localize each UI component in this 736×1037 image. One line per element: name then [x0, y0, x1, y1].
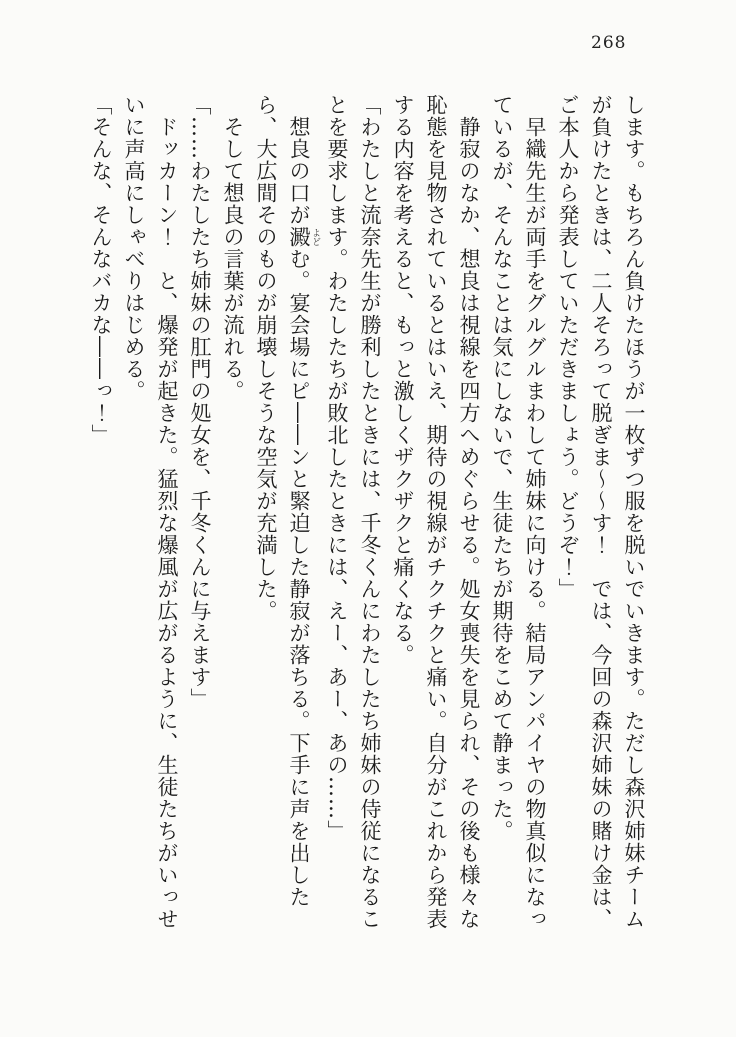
- text-line: が負けたときは、二人そろって脱ぎま～～す！ では、今回の森沢姉妹の賭け金は、: [589, 94, 613, 930]
- text-line: そして想良の言葉が流れる。: [221, 94, 245, 402]
- text-line: 早織先生が両手をグルグルまわして姉妹に向ける。結局アンパイヤの物真似になっ: [523, 94, 547, 930]
- text-line: ら、大広間そのものが崩壊しそうな空気が充満した。: [254, 94, 278, 622]
- text-line: 「そんな、そんなバカな――っ！」: [89, 94, 113, 446]
- text-segment: む。宴会場にピ――ンと緊迫した静寂が落ちる。下手に声を出した: [287, 248, 311, 908]
- text-line: する内容を考えると、もっと激しくザクザクと痛くなる。: [391, 94, 415, 666]
- text-segment: 想良の口が: [287, 94, 311, 226]
- text-line: ているが、そんなことは気にしないで、生徒たちが期待をこめて静まった。: [490, 94, 514, 842]
- vertical-text-block: [84, 94, 650, 956]
- text-line: とを要求します。わたしたちが敗北したときには、えー、あー、あの……」: [325, 94, 349, 842]
- text-line: ドッカーン！ と、爆発が起きた。猛烈な爆風が広がるように、生徒たちがいっせ: [155, 94, 179, 930]
- text-line-with-ruby: [282, 94, 320, 956]
- page-number: 268: [591, 33, 627, 53]
- ruby-base: 澱: [287, 226, 311, 248]
- text-line: ご本人から発表していただきましょう。どうぞ！」: [556, 94, 580, 600]
- ruby-annotation: [287, 226, 320, 248]
- text-line: 「わたしと流奈先生が勝利したときには、千冬くんにわたしたち姉妹の侍従になるこ: [358, 94, 382, 930]
- text-line: いに声高にしゃべりはじめる。: [122, 94, 146, 402]
- text-line: 恥態を見物されているとはいえ、期待の視線がチクチクと痛い。自分がこれから発表: [424, 94, 448, 930]
- text-line: します。もちろん負けたほうが一枚ずつ服を脱いでいきます。ただし森沢姉妹チーム: [622, 94, 646, 930]
- text-line: 静寂のなか、想良は視線を四方へめぐらせる。処女喪失を見られ、その後も様々な: [457, 94, 481, 930]
- text-line: 「……わたしたち姉妹の肛門の処女を、千冬くんに与えます」: [188, 94, 212, 710]
- ruby-text: よど: [310, 226, 320, 248]
